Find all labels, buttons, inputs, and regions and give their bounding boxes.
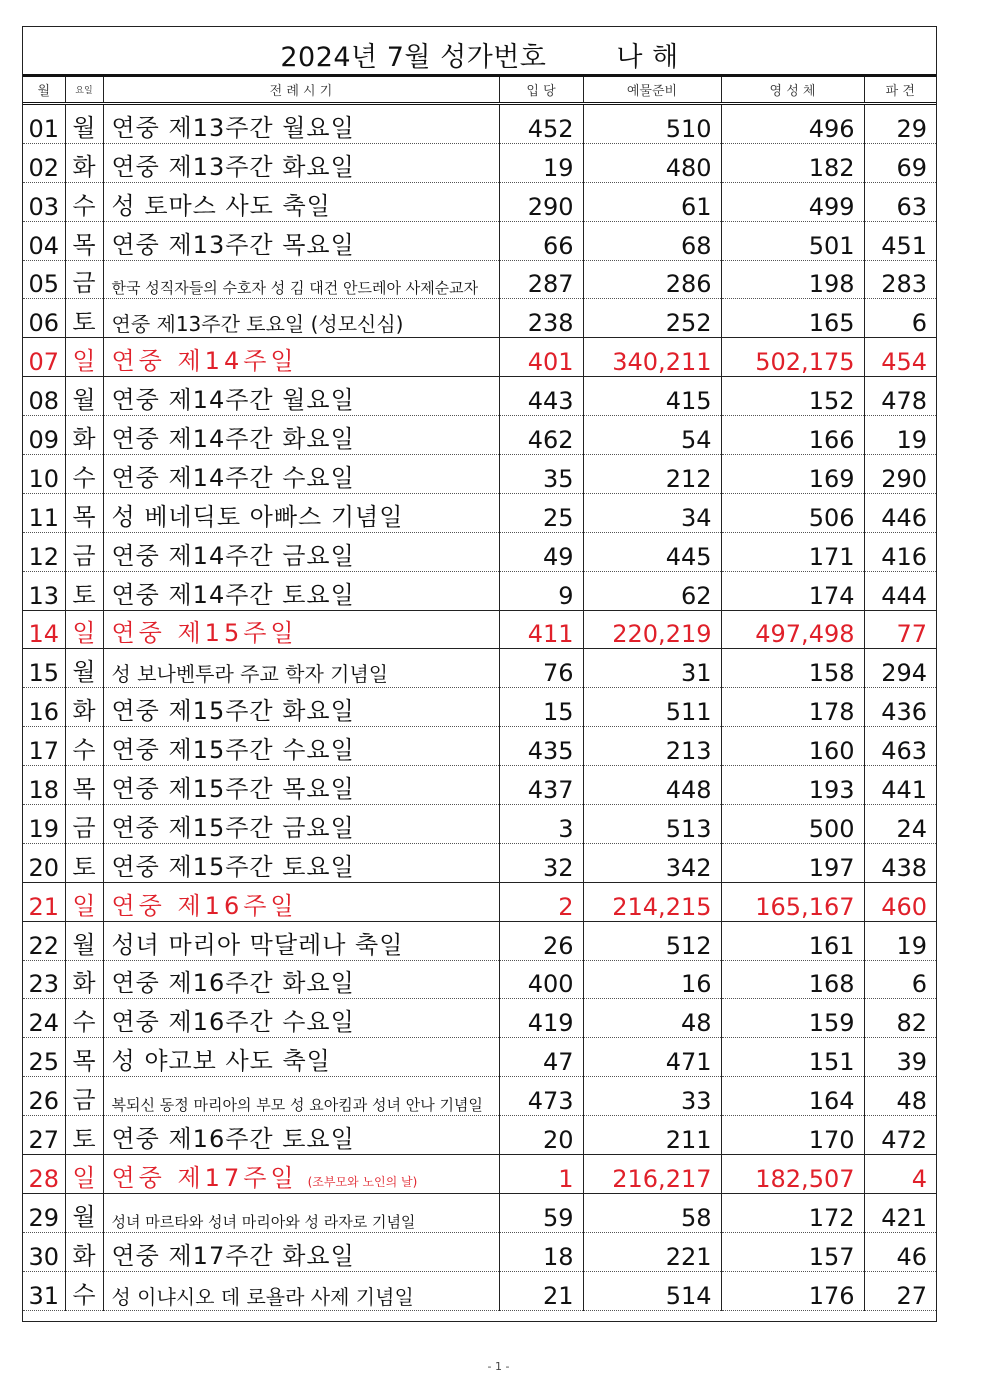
table-row <box>23 299 936 338</box>
offertory-hymn: 471 <box>583 1038 721 1077</box>
liturgy-title <box>103 338 499 377</box>
dismissal-hymn: 460 <box>864 882 936 921</box>
liturgy-title-text: 연중 제14주일 <box>111 347 298 376</box>
entrance-hymn: 290 <box>499 182 583 221</box>
day-cell: 30 <box>23 1232 65 1271</box>
liturgy-title <box>103 688 499 727</box>
weekday-cell: 월 <box>65 105 103 143</box>
liturgy-title-text: 연중 제13주간 토요일 (성모신심) <box>111 312 404 337</box>
dismissal-hymn: 454 <box>864 338 936 377</box>
dismissal-hymn: 6 <box>864 960 936 999</box>
offertory-hymn: 216,217 <box>583 1155 721 1194</box>
entrance-hymn: 419 <box>499 999 583 1038</box>
weekday-cell: 월 <box>65 921 103 960</box>
entrance-hymn: 35 <box>499 455 583 494</box>
day-cell: 22 <box>23 921 65 960</box>
table-row <box>23 610 936 649</box>
dismissal-hymn: 444 <box>864 571 936 610</box>
liturgy-title <box>103 532 499 571</box>
entrance-hymn: 26 <box>499 921 583 960</box>
table-row <box>23 1155 936 1194</box>
weekday-cell: 토 <box>65 571 103 610</box>
table-row <box>23 843 936 882</box>
offertory-hymn: 220,219 <box>583 610 721 649</box>
liturgy-title <box>103 766 499 805</box>
entrance-hymn: 287 <box>499 260 583 299</box>
dismissal-hymn: 283 <box>864 260 936 299</box>
communion-hymn: 152 <box>721 377 864 416</box>
communion-hymn: 165,167 <box>721 882 864 921</box>
weekday-cell: 목 <box>65 221 103 260</box>
communion-hymn: 172 <box>721 1193 864 1232</box>
liturgy-title <box>103 843 499 882</box>
communion-hymn: 161 <box>721 921 864 960</box>
communion-hymn: 502,175 <box>721 338 864 377</box>
weekday-cell: 토 <box>65 1116 103 1155</box>
table-row <box>23 688 936 727</box>
dismissal-hymn: 416 <box>864 532 936 571</box>
weekday-cell: 토 <box>65 843 103 882</box>
offertory-hymn: 513 <box>583 805 721 844</box>
weekday-cell: 화 <box>65 416 103 455</box>
liturgy-title <box>103 182 499 221</box>
entrance-hymn: 21 <box>499 1271 583 1310</box>
dismissal-hymn: 421 <box>864 1193 936 1232</box>
entrance-hymn: 9 <box>499 571 583 610</box>
weekday-cell: 화 <box>65 1232 103 1271</box>
entrance-hymn: 47 <box>499 1038 583 1077</box>
table-row <box>23 1038 936 1077</box>
offertory-hymn: 340,211 <box>583 338 721 377</box>
header-entrance: 입 당 <box>499 77 583 104</box>
table-row <box>23 143 936 182</box>
liturgy-title-text: 연중 제17주일 <box>111 1163 298 1192</box>
offertory-hymn: 211 <box>583 1116 721 1155</box>
weekday-cell: 일 <box>65 610 103 649</box>
offertory-hymn: 34 <box>583 493 721 532</box>
weekday-cell: 화 <box>65 960 103 999</box>
offertory-hymn: 342 <box>583 843 721 882</box>
liturgy-title-text: 성 보나벤투라 주교 학자 기념일 <box>111 662 389 687</box>
day-cell: 16 <box>23 688 65 727</box>
entrance-hymn: 76 <box>499 649 583 688</box>
table-row <box>23 571 936 610</box>
liturgy-title <box>103 299 499 338</box>
day-cell: 03 <box>23 182 65 221</box>
liturgy-title-text: 연중 제16주간 토요일 <box>111 1125 355 1154</box>
liturgy-title-text: 연중 제16주간 수요일 <box>111 1008 355 1037</box>
table-row <box>23 377 936 416</box>
dismissal-hymn: 63 <box>864 182 936 221</box>
table-row <box>23 1271 936 1310</box>
liturgy-title <box>103 999 499 1038</box>
weekday-cell: 수 <box>65 1271 103 1310</box>
liturgy-title <box>103 1271 499 1310</box>
communion-hymn: 497,498 <box>721 610 864 649</box>
dismissal-hymn: 77 <box>864 610 936 649</box>
weekday-cell: 목 <box>65 493 103 532</box>
communion-hymn: 506 <box>721 493 864 532</box>
header-dismissal: 파 견 <box>864 77 936 104</box>
dismissal-hymn: 46 <box>864 1232 936 1271</box>
liturgy-title <box>103 882 499 921</box>
table-row <box>23 1232 936 1271</box>
weekday-cell: 금 <box>65 1077 103 1116</box>
liturgy-title <box>103 1116 499 1155</box>
day-cell: 21 <box>23 882 65 921</box>
dismissal-hymn: 436 <box>864 688 936 727</box>
table-row <box>23 1077 936 1116</box>
liturgy-title-text: 연중 제16주일 <box>111 891 298 920</box>
day-cell: 11 <box>23 493 65 532</box>
table-row <box>23 105 936 143</box>
liturgy-title <box>103 455 499 494</box>
liturgy-title-text: 연중 제16주간 화요일 <box>111 969 355 998</box>
column-header <box>23 77 936 105</box>
offertory-hymn: 445 <box>583 532 721 571</box>
offertory-hymn: 480 <box>583 143 721 182</box>
liturgy-title-text: 연중 제13주간 목요일 <box>111 230 355 259</box>
table-row <box>23 260 936 299</box>
entrance-hymn: 25 <box>499 493 583 532</box>
offertory-hymn: 448 <box>583 766 721 805</box>
liturgy-title-text: 연중 제15주간 금요일 <box>111 813 355 842</box>
dismissal-hymn: 6 <box>864 299 936 338</box>
entrance-hymn: 66 <box>499 221 583 260</box>
communion-hymn: 160 <box>721 727 864 766</box>
entrance-hymn: 32 <box>499 843 583 882</box>
entrance-hymn: 19 <box>499 143 583 182</box>
liturgy-title <box>103 493 499 532</box>
day-cell: 20 <box>23 843 65 882</box>
liturgy-title <box>103 1155 499 1194</box>
offertory-hymn: 68 <box>583 221 721 260</box>
table-row <box>23 1116 936 1155</box>
entrance-hymn: 20 <box>499 1116 583 1155</box>
dismissal-hymn: 441 <box>864 766 936 805</box>
liturgy-title-text: 연중 제14주간 금요일 <box>111 541 355 570</box>
communion-hymn: 151 <box>721 1038 864 1077</box>
entrance-hymn: 2 <box>499 882 583 921</box>
weekday-cell: 금 <box>65 532 103 571</box>
table-row <box>23 960 936 999</box>
entrance-hymn: 437 <box>499 766 583 805</box>
offertory-hymn: 415 <box>583 377 721 416</box>
liturgy-title <box>103 377 499 416</box>
offertory-hymn: 54 <box>583 416 721 455</box>
weekday-cell: 수 <box>65 727 103 766</box>
weekday-cell: 토 <box>65 299 103 338</box>
table-row <box>23 1193 936 1232</box>
liturgy-title-text: 연중 제14주간 화요일 <box>111 425 355 454</box>
liturgical-year: 나 해 <box>616 42 679 73</box>
page-number: - 1 - <box>487 1360 510 1373</box>
dismissal-hymn: 463 <box>864 727 936 766</box>
communion-hymn: 182,507 <box>721 1155 864 1194</box>
liturgy-title <box>103 649 499 688</box>
communion-hymn: 170 <box>721 1116 864 1155</box>
weekday-cell: 수 <box>65 999 103 1038</box>
weekday-cell: 금 <box>65 260 103 299</box>
day-cell: 29 <box>23 1193 65 1232</box>
dismissal-hymn: 82 <box>864 999 936 1038</box>
liturgy-title <box>103 143 499 182</box>
day-cell: 15 <box>23 649 65 688</box>
offertory-hymn: 58 <box>583 1193 721 1232</box>
day-cell: 12 <box>23 532 65 571</box>
entrance-hymn: 452 <box>499 105 583 143</box>
table-row <box>23 999 936 1038</box>
liturgy-title-text: 연중 제17주간 화요일 <box>111 1241 355 1270</box>
communion-hymn: 182 <box>721 143 864 182</box>
liturgy-title-text: 성녀 마리아 막달레나 축일 <box>111 930 404 959</box>
liturgy-title-text: 연중 제15주간 토요일 <box>111 852 355 881</box>
hymn-table <box>23 105 936 1311</box>
weekday-cell: 일 <box>65 338 103 377</box>
dismissal-hymn: 294 <box>864 649 936 688</box>
day-cell: 24 <box>23 999 65 1038</box>
header-weekday: 요일 <box>65 77 103 104</box>
communion-hymn: 158 <box>721 649 864 688</box>
communion-hymn: 178 <box>721 688 864 727</box>
entrance-hymn: 473 <box>499 1077 583 1116</box>
table-row <box>23 921 936 960</box>
liturgy-title-text: 연중 제15주간 화요일 <box>111 697 355 726</box>
weekday-cell: 월 <box>65 1193 103 1232</box>
weekday-cell: 화 <box>65 143 103 182</box>
day-cell: 31 <box>23 1271 65 1310</box>
entrance-hymn: 49 <box>499 532 583 571</box>
dismissal-hymn: 446 <box>864 493 936 532</box>
offertory-hymn: 512 <box>583 921 721 960</box>
communion-hymn: 165 <box>721 299 864 338</box>
dismissal-hymn: 19 <box>864 416 936 455</box>
liturgy-title-text: 성 토마스 사도 축일 <box>111 191 331 220</box>
offertory-hymn: 214,215 <box>583 882 721 921</box>
liturgy-title <box>103 1193 499 1232</box>
weekday-cell: 수 <box>65 455 103 494</box>
table-row <box>23 727 936 766</box>
day-cell: 02 <box>23 143 65 182</box>
day-cell: 06 <box>23 299 65 338</box>
liturgy-title <box>103 221 499 260</box>
liturgy-title <box>103 610 499 649</box>
table-row <box>23 221 936 260</box>
dismissal-hymn: 290 <box>864 455 936 494</box>
day-cell: 13 <box>23 571 65 610</box>
header-liturgical-season: 전 례 시 기 <box>103 77 499 104</box>
entrance-hymn: 18 <box>499 1232 583 1271</box>
communion-hymn: 159 <box>721 999 864 1038</box>
weekday-cell: 월 <box>65 377 103 416</box>
table-row <box>23 649 936 688</box>
weekday-cell: 목 <box>65 1038 103 1077</box>
offertory-hymn: 62 <box>583 571 721 610</box>
offertory-hymn: 33 <box>583 1077 721 1116</box>
communion-hymn: 500 <box>721 805 864 844</box>
liturgy-title-text: 연중 제14주간 토요일 <box>111 580 355 609</box>
weekday-cell: 화 <box>65 688 103 727</box>
liturgy-title-text: 복되신 동정 마리아의 부모 성 요아킴과 성녀 안나 기념일 <box>111 1096 483 1115</box>
liturgy-title-text: 연중 제13주간 월요일 <box>111 113 355 142</box>
liturgy-title <box>103 416 499 455</box>
communion-hymn: 171 <box>721 532 864 571</box>
offertory-hymn: 514 <box>583 1271 721 1310</box>
page-title <box>23 35 936 75</box>
day-cell: 01 <box>23 105 65 143</box>
day-cell: 27 <box>23 1116 65 1155</box>
liturgy-title <box>103 921 499 960</box>
entrance-hymn: 435 <box>499 727 583 766</box>
entrance-hymn: 238 <box>499 299 583 338</box>
liturgy-title-text: 성녀 마르타와 성녀 마리아와 성 라자로 기념일 <box>111 1212 416 1231</box>
communion-hymn: 193 <box>721 766 864 805</box>
weekday-cell: 금 <box>65 805 103 844</box>
table-row <box>23 416 936 455</box>
dismissal-hymn: 478 <box>864 377 936 416</box>
communion-hymn: 197 <box>721 843 864 882</box>
communion-hymn: 174 <box>721 571 864 610</box>
title-text: 2024년 7월 성가번호 <box>280 42 547 73</box>
liturgy-title <box>103 1232 499 1271</box>
dismissal-hymn: 438 <box>864 843 936 882</box>
liturgy-note: (조부모와 노인의 날) <box>307 1174 418 1189</box>
entrance-hymn: 443 <box>499 377 583 416</box>
offertory-hymn: 221 <box>583 1232 721 1271</box>
offertory-hymn: 252 <box>583 299 721 338</box>
liturgy-title-text: 성 베네딕토 아빠스 기념일 <box>111 502 404 531</box>
liturgy-title-text: 한국 성직자들의 수호자 성 김 대건 안드레아 사제순교자 <box>111 279 479 298</box>
liturgy-title-text: 연중 제14주간 수요일 <box>111 463 355 492</box>
offertory-hymn: 213 <box>583 727 721 766</box>
liturgy-title-text: 성 야고보 사도 축일 <box>111 1047 331 1076</box>
entrance-hymn: 3 <box>499 805 583 844</box>
day-cell: 10 <box>23 455 65 494</box>
day-cell: 28 <box>23 1155 65 1194</box>
offertory-hymn: 212 <box>583 455 721 494</box>
hymn-schedule-sheet <box>22 26 937 1322</box>
dismissal-hymn: 472 <box>864 1116 936 1155</box>
table-row <box>23 182 936 221</box>
weekday-cell: 월 <box>65 649 103 688</box>
offertory-hymn: 511 <box>583 688 721 727</box>
liturgy-title-text: 성 이냐시오 데 로욜라 사제 기념일 <box>111 1284 414 1309</box>
dismissal-hymn: 39 <box>864 1038 936 1077</box>
liturgy-title <box>103 105 499 143</box>
communion-hymn: 176 <box>721 1271 864 1310</box>
communion-hymn: 501 <box>721 221 864 260</box>
offertory-hymn: 48 <box>583 999 721 1038</box>
day-cell: 19 <box>23 805 65 844</box>
day-cell: 23 <box>23 960 65 999</box>
day-cell: 08 <box>23 377 65 416</box>
dismissal-hymn: 48 <box>864 1077 936 1116</box>
liturgy-title <box>103 727 499 766</box>
offertory-hymn: 61 <box>583 182 721 221</box>
table-row <box>23 882 936 921</box>
dismissal-hymn: 4 <box>864 1155 936 1194</box>
entrance-hymn: 15 <box>499 688 583 727</box>
liturgy-title-text: 연중 제13주간 화요일 <box>111 152 355 181</box>
day-cell: 09 <box>23 416 65 455</box>
offertory-hymn: 510 <box>583 105 721 143</box>
communion-hymn: 166 <box>721 416 864 455</box>
entrance-hymn: 400 <box>499 960 583 999</box>
day-cell: 05 <box>23 260 65 299</box>
liturgy-title <box>103 960 499 999</box>
liturgy-title <box>103 1077 499 1116</box>
liturgy-title <box>103 260 499 299</box>
offertory-hymn: 31 <box>583 649 721 688</box>
table-row <box>23 805 936 844</box>
communion-hymn: 499 <box>721 182 864 221</box>
table-row <box>23 338 936 377</box>
dismissal-hymn: 29 <box>864 105 936 143</box>
table-row <box>23 766 936 805</box>
communion-hymn: 157 <box>721 1232 864 1271</box>
table-row <box>23 455 936 494</box>
day-cell: 04 <box>23 221 65 260</box>
entrance-hymn: 1 <box>499 1155 583 1194</box>
table-row <box>23 493 936 532</box>
communion-hymn: 198 <box>721 260 864 299</box>
weekday-cell: 일 <box>65 882 103 921</box>
header-day: 월 <box>37 84 51 99</box>
liturgy-title-text: 연중 제14주간 월요일 <box>111 386 355 415</box>
offertory-hymn: 286 <box>583 260 721 299</box>
weekday-cell: 일 <box>65 1155 103 1194</box>
day-cell: 26 <box>23 1077 65 1116</box>
header-offertory: 예물준비 <box>583 77 721 104</box>
day-cell: 18 <box>23 766 65 805</box>
liturgy-title <box>103 1038 499 1077</box>
communion-hymn: 168 <box>721 960 864 999</box>
day-cell: 14 <box>23 610 65 649</box>
liturgy-title-text: 연중 제15주간 목요일 <box>111 775 355 804</box>
entrance-hymn: 59 <box>499 1193 583 1232</box>
communion-hymn: 164 <box>721 1077 864 1116</box>
weekday-cell: 목 <box>65 766 103 805</box>
dismissal-hymn: 24 <box>864 805 936 844</box>
entrance-hymn: 401 <box>499 338 583 377</box>
dismissal-hymn: 69 <box>864 143 936 182</box>
weekday-cell: 수 <box>65 182 103 221</box>
liturgy-title <box>103 571 499 610</box>
dismissal-hymn: 27 <box>864 1271 936 1310</box>
liturgy-title-text: 연중 제15주일 <box>111 619 298 648</box>
liturgy-title-text: 연중 제15주간 수요일 <box>111 736 355 765</box>
day-cell: 17 <box>23 727 65 766</box>
day-cell: 25 <box>23 1038 65 1077</box>
header-communion: 영 성 체 <box>721 77 864 104</box>
entrance-hymn: 411 <box>499 610 583 649</box>
table-row <box>23 532 936 571</box>
liturgy-title <box>103 805 499 844</box>
entrance-hymn: 462 <box>499 416 583 455</box>
communion-hymn: 169 <box>721 455 864 494</box>
dismissal-hymn: 19 <box>864 921 936 960</box>
dismissal-hymn: 451 <box>864 221 936 260</box>
day-cell: 07 <box>23 338 65 377</box>
communion-hymn: 496 <box>721 105 864 143</box>
offertory-hymn: 16 <box>583 960 721 999</box>
